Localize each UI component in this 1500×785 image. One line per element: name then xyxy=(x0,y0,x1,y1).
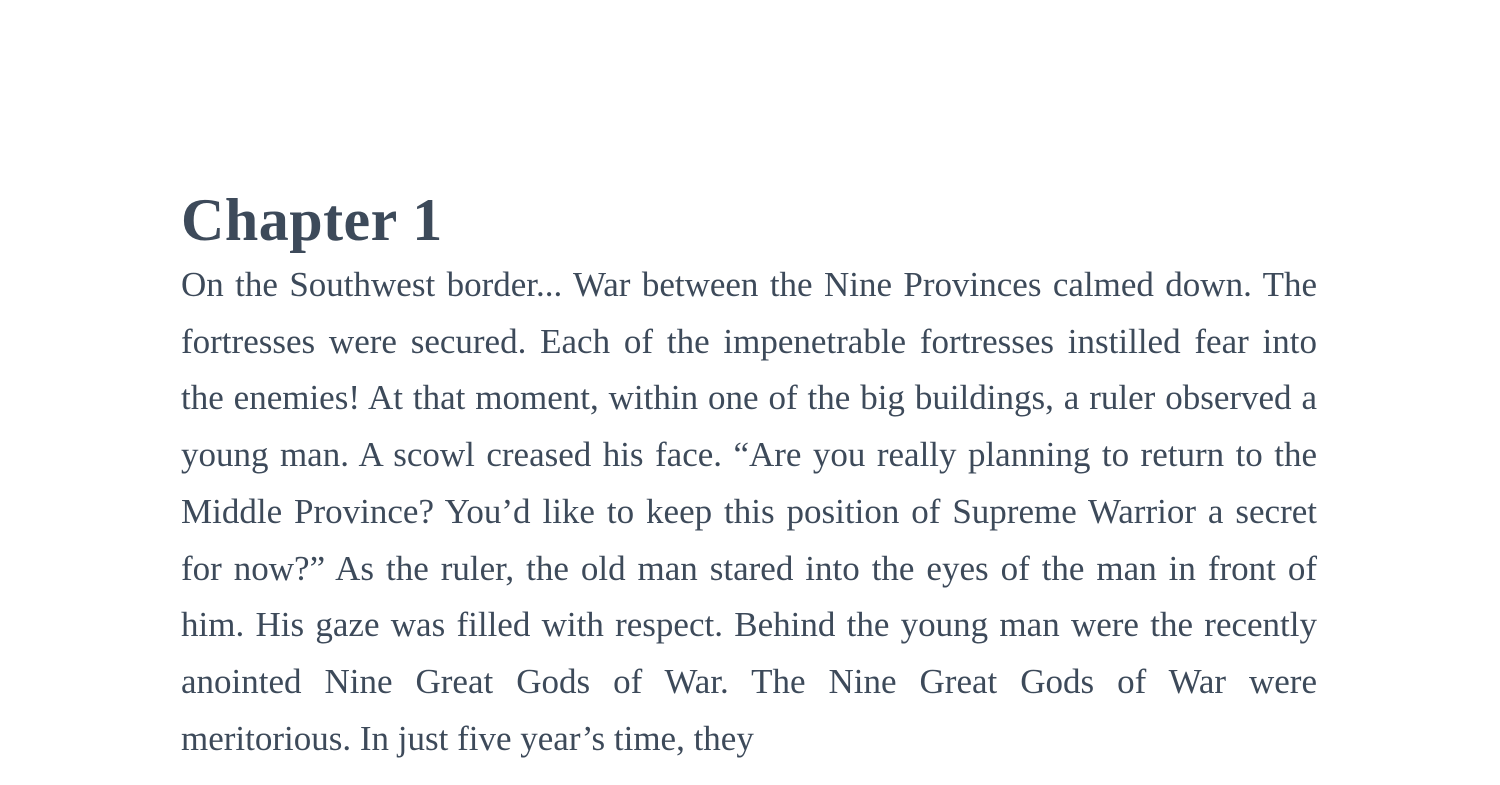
chapter-paragraph: On the Southwest border... War between the Nine Provinces calmed down. The fortresses were secured. Each of the impenetrable fortresses instilled fear into the enemies! At that moment, within one of the big buildings, a ruler observed a young man. A scowl creased his face. “Are you really planning to return to the Middle Province? You’d like to keep this position of Supreme Warrior a secret for now?” As the ruler, the old man stared into the eyes of the man in front of him. His gaze was filled with respect. Behind the young man were the recently anointed Nine Great Gods of War. The Nine Great Gods of War were meritorious. In just five year’s time, they xyxy=(181,265,1317,758)
document-content xyxy=(181,183,1317,767)
chapter-title: Chapter 1 xyxy=(181,187,443,253)
